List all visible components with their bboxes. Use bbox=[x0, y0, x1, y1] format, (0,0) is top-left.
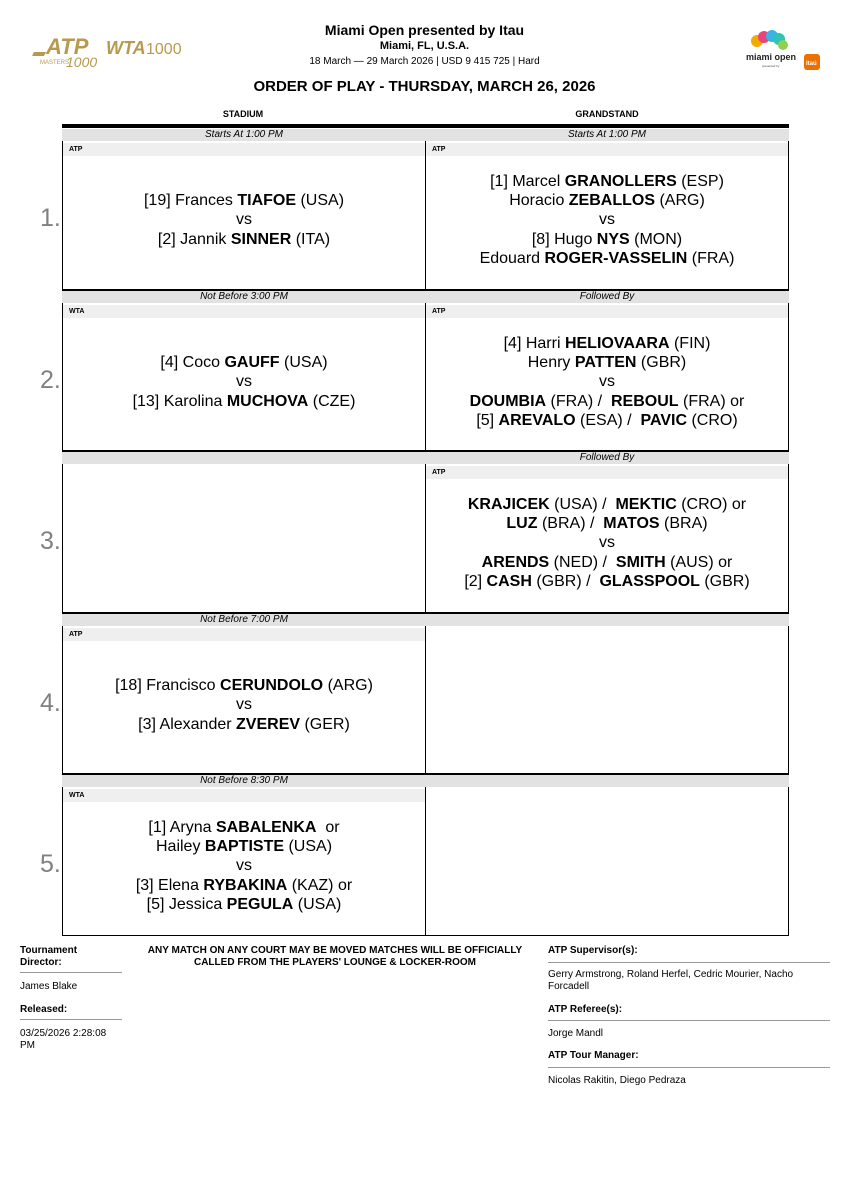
player-surname: ROGER-VASSELIN bbox=[544, 249, 688, 267]
released-label: Released: bbox=[20, 1004, 68, 1015]
match-text: Hailey bbox=[155, 838, 205, 856]
player-surname: SINNER bbox=[230, 230, 292, 248]
match-text: (GBR) bbox=[699, 572, 750, 590]
match-text: (CRO) or bbox=[676, 495, 747, 513]
match-text: Edouard bbox=[479, 249, 545, 267]
row-divider bbox=[62, 612, 789, 614]
tour-label: ATP bbox=[426, 305, 788, 318]
player-surname: CASH bbox=[486, 572, 532, 590]
match-line bbox=[425, 553, 789, 572]
supervisor-names: Gerry Armstrong, Roland Herfel, Cedric Mourier, Nacho Forcadell bbox=[548, 969, 794, 992]
match-text: [13] Karolina bbox=[132, 392, 227, 410]
match-text: (BRA) bbox=[659, 515, 708, 533]
match-text: [4] Coco bbox=[160, 354, 225, 372]
match-text: (USA) bbox=[293, 895, 342, 913]
player-surname: PATTEN bbox=[574, 354, 637, 372]
match-text: (FRA) / bbox=[546, 392, 611, 410]
time-band: Starts At 1:00 PM bbox=[62, 129, 426, 141]
match-text: (AUS) or bbox=[665, 553, 733, 571]
match-line bbox=[425, 230, 789, 249]
match-line bbox=[425, 372, 789, 391]
player-surname: SABALENKA bbox=[216, 818, 317, 836]
notice-text: ANY MATCH ON ANY COURT MAY BE MOVED MATCHES WILL BE OFFICIALLY CALLED FROM THE PLAYERS' LOUNGE & LOCKER-ROOM bbox=[147, 945, 523, 968]
time-band: Starts At 1:00 PM bbox=[425, 129, 789, 141]
row-divider bbox=[62, 773, 789, 775]
player-surname: MATOS bbox=[603, 515, 660, 533]
tour-label: ATP bbox=[63, 143, 425, 156]
player-surname: GLASSPOOL bbox=[599, 572, 700, 590]
row-divider bbox=[62, 450, 789, 452]
miami-open-logo-text: miami open bbox=[746, 52, 797, 62]
player-surname: DOUMBIA bbox=[469, 392, 547, 410]
atp-wta-logo bbox=[32, 30, 182, 70]
match-line bbox=[62, 837, 426, 856]
match-entry bbox=[425, 172, 789, 268]
director-name: James Blake bbox=[20, 981, 78, 992]
tour-label: WTA bbox=[63, 789, 425, 802]
time-band: Not Before 3:00 PM bbox=[62, 290, 426, 303]
player-surname: PEGULA bbox=[226, 895, 294, 913]
match-entry bbox=[425, 334, 789, 430]
match-text: (ITA) bbox=[291, 230, 331, 248]
match-text: (USA) / bbox=[549, 495, 616, 513]
match-text: (USA) bbox=[296, 192, 345, 210]
supervisor-label: ATP Supervisor(s): bbox=[548, 945, 638, 956]
player-surname: GAUFF bbox=[224, 354, 280, 372]
player-surname: BAPTISTE bbox=[204, 838, 285, 856]
match-text: [3] Alexander bbox=[138, 715, 237, 733]
tour-label: ATP bbox=[426, 466, 788, 479]
player-surname: ARENDS bbox=[481, 553, 550, 571]
player-surname: LUZ bbox=[506, 515, 538, 533]
match-text: [5] Jessica bbox=[146, 895, 227, 913]
referee-name: Jorge Mandl bbox=[548, 1028, 604, 1039]
match-text: (GBR) / bbox=[531, 572, 600, 590]
masters-logo-text: MASTERS bbox=[40, 60, 70, 66]
tour-label: ATP bbox=[63, 628, 425, 641]
match-text: [19] Frances bbox=[143, 192, 238, 210]
match-line bbox=[62, 372, 426, 391]
match-line bbox=[62, 818, 426, 837]
footer-divider bbox=[548, 962, 830, 963]
player-surname: AREVALO bbox=[498, 411, 576, 429]
match-text: vs bbox=[599, 211, 615, 229]
row-number: 5. bbox=[40, 850, 61, 878]
match-text: [2] Jannik bbox=[157, 230, 231, 248]
player-surname: SMITH bbox=[615, 553, 666, 571]
match-text: (FIN) bbox=[669, 334, 711, 352]
schedule-top-bar bbox=[62, 124, 789, 128]
footer-divider bbox=[20, 1019, 122, 1020]
footer-divider bbox=[548, 1067, 830, 1068]
presented-by-logo-text: presented by bbox=[762, 64, 780, 68]
player-surname: PAVIC bbox=[640, 411, 688, 429]
player-surname: GRANOLLERS bbox=[564, 172, 677, 190]
match-text: Henry bbox=[527, 354, 575, 372]
match-line bbox=[62, 392, 426, 411]
player-surname: ZEBALLOS bbox=[568, 192, 655, 210]
match-text: vs bbox=[236, 696, 252, 714]
atp-logo-text: ATP bbox=[46, 34, 89, 59]
match-text: (BRA) / bbox=[537, 515, 604, 533]
court-cell bbox=[62, 452, 426, 613]
match-line bbox=[62, 210, 426, 229]
manager-label: ATP Tour Manager: bbox=[548, 1050, 639, 1061]
tournament-title: Miami Open presented by Itau bbox=[324, 22, 525, 38]
manager-names: Nicolas Rakitin, Diego Pedraza bbox=[548, 1075, 686, 1086]
footer-divider bbox=[20, 972, 122, 973]
match-line bbox=[62, 895, 426, 914]
grid-bottom-line bbox=[62, 935, 789, 936]
player-surname: REBOUL bbox=[610, 392, 679, 410]
itau-logo-text: itaú bbox=[806, 61, 817, 67]
footer-divider bbox=[548, 1020, 830, 1021]
match-line bbox=[62, 191, 426, 210]
row-divider bbox=[62, 289, 789, 291]
match-text: [1] Marcel bbox=[490, 172, 565, 190]
match-line bbox=[425, 495, 789, 514]
match-text: (KAZ) or bbox=[287, 876, 353, 894]
match-line bbox=[425, 533, 789, 552]
match-text: (NED) / bbox=[549, 553, 616, 571]
court-cell bbox=[425, 614, 789, 775]
time-band bbox=[425, 774, 789, 787]
match-line bbox=[425, 392, 789, 411]
tour-label: ATP bbox=[426, 143, 788, 156]
match-text: or bbox=[316, 818, 340, 836]
match-line bbox=[425, 411, 789, 430]
match-text: vs bbox=[599, 373, 615, 391]
match-line bbox=[62, 715, 426, 734]
match-entry bbox=[62, 676, 426, 734]
match-line bbox=[425, 210, 789, 229]
player-surname: RYBAKINA bbox=[203, 876, 288, 894]
match-text: (ARG) bbox=[323, 677, 373, 695]
match-line bbox=[62, 353, 426, 372]
match-line bbox=[425, 514, 789, 533]
match-line bbox=[425, 191, 789, 210]
match-text: [3] Elena bbox=[135, 876, 204, 894]
released-time: 03/25/2026 2:28:08 PM bbox=[20, 1028, 107, 1051]
row-number: 1. bbox=[40, 204, 61, 232]
tournament-location: Miami, FL, U.S.A. bbox=[379, 40, 470, 52]
match-text: vs bbox=[599, 534, 615, 552]
match-text: [2] bbox=[464, 572, 487, 590]
player-surname: KRAJICEK bbox=[467, 495, 550, 513]
time-band bbox=[62, 451, 426, 464]
match-line bbox=[62, 876, 426, 895]
match-line bbox=[425, 334, 789, 353]
match-text: (ESP) bbox=[676, 172, 724, 190]
match-text: (CRO) bbox=[687, 411, 738, 429]
director-label: Tournament Director: bbox=[20, 945, 78, 968]
match-text: (ESA) / bbox=[575, 411, 641, 429]
tour-label: WTA bbox=[63, 305, 425, 318]
match-text: [4] Harri bbox=[503, 334, 565, 352]
time-band: Not Before 8:30 PM bbox=[62, 774, 426, 787]
time-band bbox=[425, 613, 789, 626]
masters-1000-logo-text: 1000 bbox=[66, 54, 98, 70]
match-entry bbox=[425, 495, 789, 591]
player-surname: HELIOVAARA bbox=[564, 334, 670, 352]
match-text: (GBR) bbox=[636, 354, 687, 372]
match-text: [1] Aryna bbox=[148, 818, 216, 836]
match-line bbox=[62, 695, 426, 714]
tournament-details: 18 March — 29 March 2026 | USD 9 415 725 | Hard bbox=[309, 56, 540, 67]
match-text: [8] Hugo bbox=[531, 230, 597, 248]
match-text: vs bbox=[236, 373, 252, 391]
time-band: Not Before 7:00 PM bbox=[62, 613, 426, 626]
match-entry bbox=[62, 818, 426, 914]
time-band: Followed By bbox=[425, 290, 789, 303]
match-text: (FRA) bbox=[687, 249, 735, 267]
order-of-play-title: ORDER OF PLAY - THURSDAY, MARCH 26, 2026 bbox=[253, 78, 596, 95]
match-line bbox=[425, 572, 789, 591]
match-text: (MON) bbox=[629, 230, 683, 248]
match-line bbox=[425, 353, 789, 372]
match-text: (USA) bbox=[279, 354, 328, 372]
match-entry bbox=[62, 353, 426, 411]
court-header-stadium: STADIUM bbox=[222, 109, 264, 119]
match-text: [5] bbox=[476, 411, 499, 429]
wta-1000-logo-text: 1000 bbox=[146, 41, 182, 58]
match-text: (CZE) bbox=[308, 392, 356, 410]
referee-label: ATP Referee(s): bbox=[548, 1004, 623, 1015]
player-surname: MEKTIC bbox=[615, 495, 677, 513]
match-line bbox=[62, 856, 426, 875]
row-number: 2. bbox=[40, 366, 61, 394]
match-entry bbox=[62, 191, 426, 249]
match-text: vs bbox=[236, 857, 252, 875]
miami-open-logo bbox=[738, 28, 824, 72]
player-surname: ZVEREV bbox=[236, 715, 301, 733]
player-surname: NYS bbox=[596, 230, 630, 248]
court-cell bbox=[425, 775, 789, 936]
player-surname: TIAFOE bbox=[237, 192, 297, 210]
match-text: (ARG) bbox=[655, 192, 705, 210]
player-surname: CERUNDOLO bbox=[220, 677, 324, 695]
row-number: 3. bbox=[40, 527, 61, 555]
court-header-grandstand: GRANDSTAND bbox=[575, 109, 639, 119]
match-line bbox=[62, 676, 426, 695]
row-number: 4. bbox=[40, 689, 61, 717]
wta-logo-text: WTA bbox=[106, 38, 146, 58]
match-text: Horacio bbox=[509, 192, 569, 210]
match-text: (USA) bbox=[284, 838, 333, 856]
match-text: (FRA) or bbox=[678, 392, 745, 410]
match-text: (GER) bbox=[300, 715, 350, 733]
match-line bbox=[425, 249, 789, 268]
match-text: vs bbox=[236, 211, 252, 229]
time-band: Followed By bbox=[425, 451, 789, 464]
player-surname: MUCHOVA bbox=[226, 392, 309, 410]
match-line bbox=[425, 172, 789, 191]
match-text: [18] Francisco bbox=[115, 677, 221, 695]
match-line bbox=[62, 230, 426, 249]
